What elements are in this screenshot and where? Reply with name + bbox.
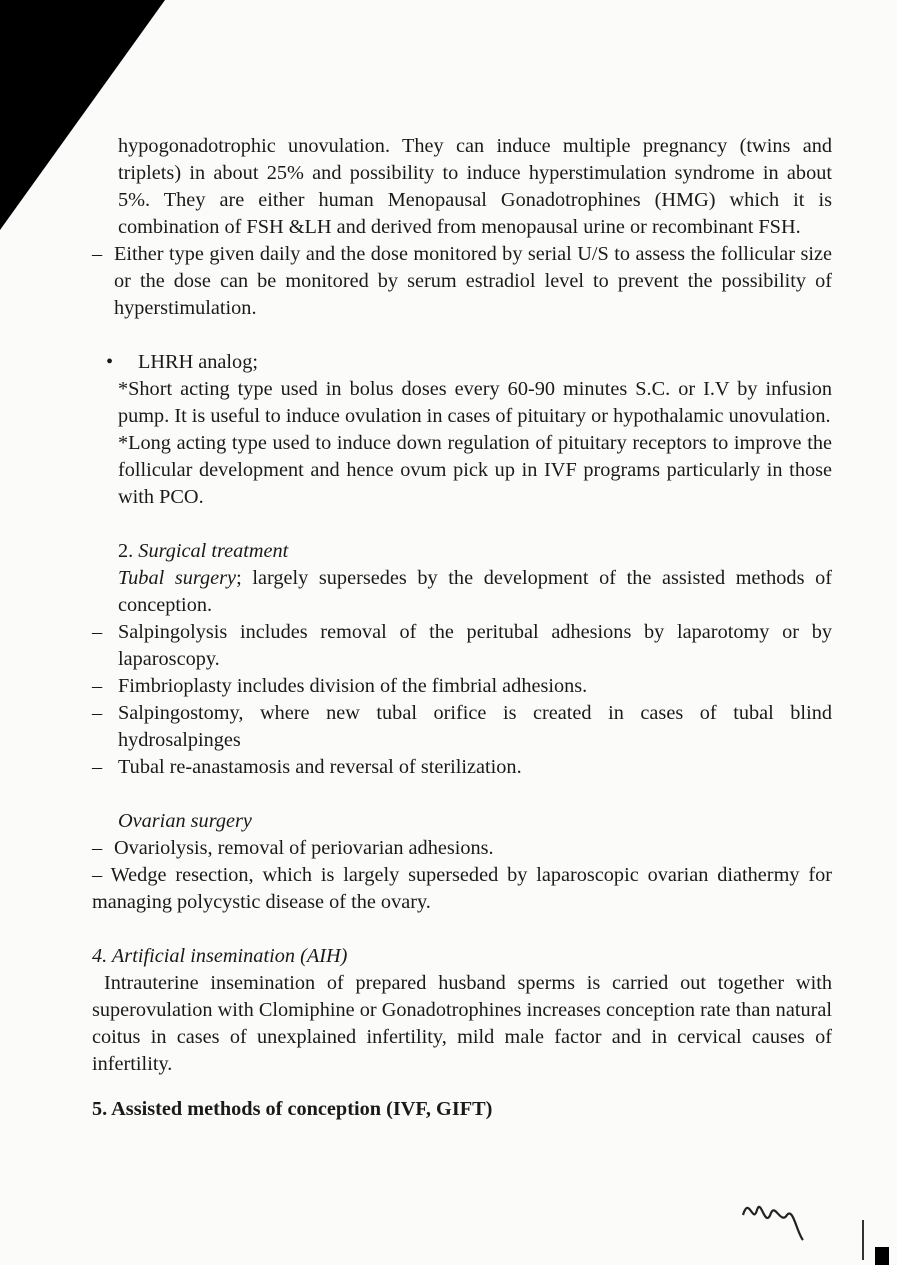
dash-marker: – (92, 243, 103, 265)
paragraph-insemination: Intrauterine insemination of prepared husband sperms is carried out together with superovulation with Clomiphine or Gonadotrophines increases conception rate than natural coitus in cases of unexplained infertility, mild male factor and in cervical causes of infertility. (92, 972, 832, 1075)
handwritten-scribble-icon (735, 1185, 805, 1245)
bullet-lhrh (92, 349, 832, 376)
tubal-surgery-label: Tubal surgery (118, 567, 237, 589)
bullet-label: LHRH analog; (138, 351, 258, 373)
dash-item-text: Either type given daily and the dose monitored by serial U/S to assess the follicular size or the dose can be monitored by serum estradiol level to prevent the possibility of hyperstimulation. (114, 243, 832, 319)
corner-mark (875, 1247, 889, 1265)
list-item (92, 835, 832, 862)
heading-assisted-conception: 5. Assisted methods of conception (IVF, GIFT) (92, 1098, 493, 1120)
list-item-text: Wedge resection, which is largely superseded by laparoscopic ovarian diathermy for managing polycystic disease of the ovary. (92, 864, 832, 913)
paragraph-short-acting: *Short acting type used in bolus doses every 60-90 minutes S.C. or I.V by infusion pump. It is useful to induce ovulation in cases of pituitary or hypothalamic unovulation. (118, 378, 832, 427)
margin-mark (862, 1220, 864, 1260)
list-item (92, 862, 832, 916)
heading-ovarian-surgery: Ovarian surgery (118, 810, 252, 832)
list-item-text: Ovariolysis, removal of periovarian adhesions. (114, 837, 494, 859)
list-item (92, 754, 832, 781)
dash-marker: – (92, 675, 103, 697)
dash-marker: – (92, 702, 103, 724)
list-item-text: Salpingostomy, where new tubal orifice is created in cases of tubal blind hydrosalpinges (118, 702, 832, 751)
list-item (92, 700, 832, 754)
dash-marker: – (92, 837, 103, 859)
heading-artificial-insemination: 4. Artificial insemination (AIH) (92, 945, 348, 967)
heading-title: Surgical treatment (138, 540, 289, 562)
paragraph-tubal-surgery (92, 565, 832, 619)
bullet-marker: • (106, 351, 114, 373)
tubal-surgery-text: ; largely supersedes by the development of the assisted methods of conception. (118, 567, 832, 616)
heading-number: 2. (118, 540, 134, 562)
heading-surgical-treatment (92, 538, 832, 565)
paragraph-long-acting: *Long acting type used to induce down regulation of pituitary receptors to improve the follicular development and hence ovum pick up in IVF programs particularly in those with PCO. (118, 432, 832, 508)
document-page (92, 133, 832, 1123)
dash-marker: – (92, 621, 103, 643)
dash-marker: – (92, 756, 103, 778)
list-item-text: Tubal re-anastamosis and reversal of sterilization. (118, 756, 522, 778)
list-item-text: Fimbrioplasty includes division of the fimbrial adhesions. (118, 675, 588, 697)
list-item (92, 673, 832, 700)
list-item-text: Salpingolysis includes removal of the peritubal adhesions by laparotomy or by laparoscopy. (118, 621, 832, 670)
dash-marker: – (92, 864, 103, 886)
paragraph-gonadotrophins: hypogonadotrophic unovulation. They can induce multiple pregnancy (twins and triplets) in about 25% and possibility to induce hyperstimulation syndrome in about 5%. They are either human Menopausal Gonadotrophines (HMG) which it is combination of FSH &LH and derived from menopausal urine or recombinant FSH. (118, 135, 832, 238)
list-item (92, 619, 832, 673)
dash-item-monitoring (92, 241, 832, 322)
